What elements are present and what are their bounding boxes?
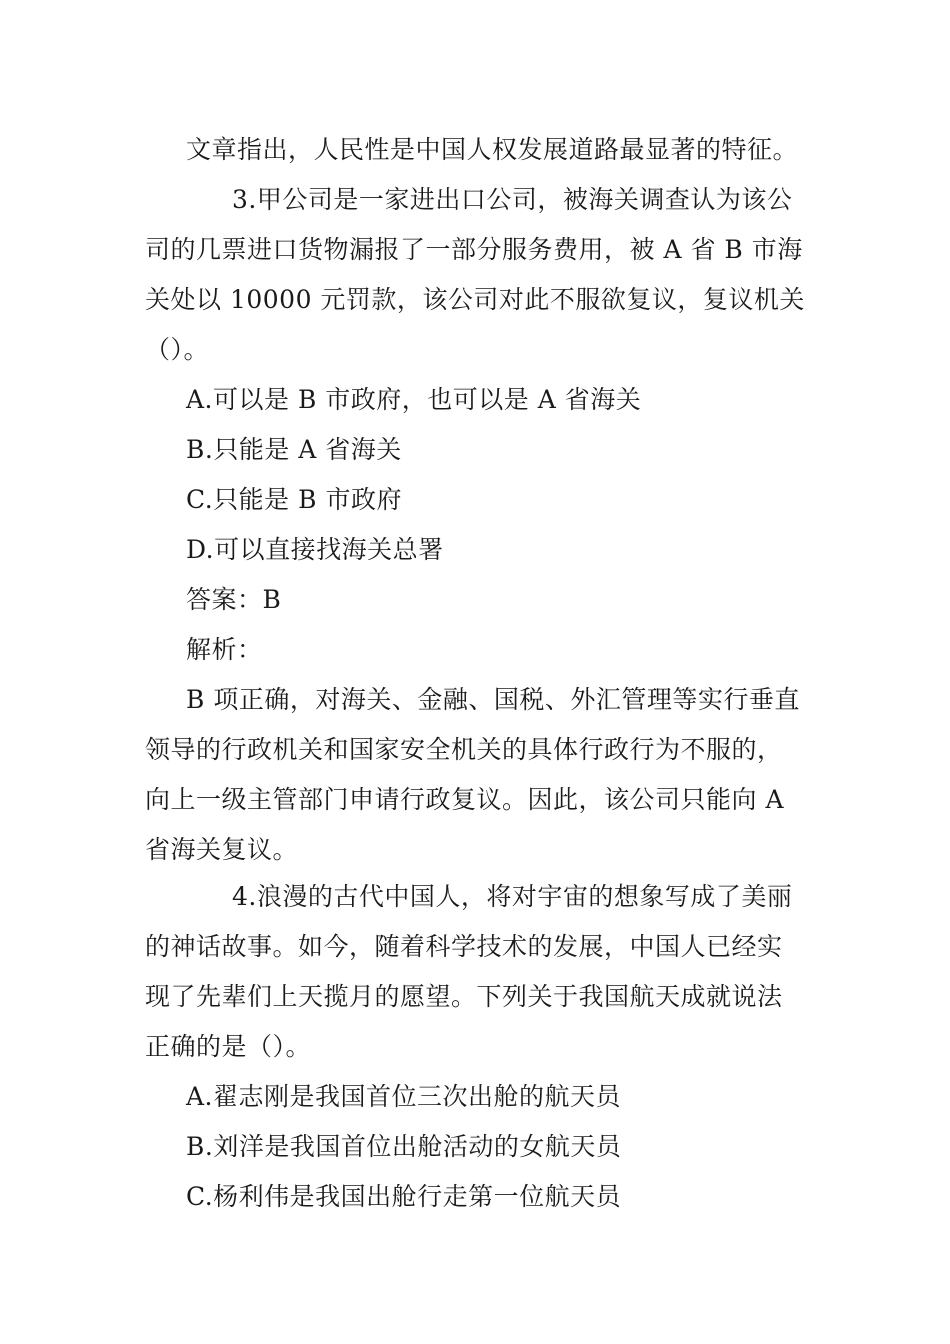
q4-stem-line-2: 的神话故事。如今，随着科学技术的发展，中国人已经实 xyxy=(145,932,783,961)
q3-stem-line-4: （）。 xyxy=(145,335,210,364)
q3-option-a: A.可以是 B 市政府，也可以是 A 省海关 xyxy=(186,385,642,414)
q3-answer: 答案：B xyxy=(186,585,282,614)
q4-option-a: A.翟志刚是我国首位三次出舱的航天员 xyxy=(186,1082,622,1111)
q4-option-b: B.刘洋是我国首位出舱活动的女航天员 xyxy=(186,1132,622,1161)
q4-stem-line-1: 4.浪漫的古代中国人，将对宇宙的想象写成了美丽 xyxy=(232,882,793,911)
q3-option-c: C.只能是 B 市政府 xyxy=(186,485,402,514)
q3-analysis-line-4: 省海关复议。 xyxy=(145,835,299,864)
q3-option-d: D.可以直接找海关总署 xyxy=(186,535,444,564)
q3-analysis-line-3: 向上一级主管部门申请行政复议。因此，该公司只能向 A xyxy=(145,785,785,814)
q4-stem-line-3: 现了先辈们上天揽月的愿望。下列关于我国航天成就说法 xyxy=(145,982,783,1011)
q3-option-b: B.只能是 A 省海关 xyxy=(186,435,402,464)
q3-analysis-label: 解析： xyxy=(186,635,263,664)
q3-stem-line-3: 关处以 10000 元罚款，该公司对此不服欲复议，复议机关 xyxy=(145,285,805,314)
q3-stem-line-2: 司的几票进口货物漏报了一部分服务费用，被 A 省 B 市海 xyxy=(145,235,803,264)
q3-analysis-line-2: 领导的行政机关和国家安全机关的具体行政行为不服的， xyxy=(145,735,783,764)
q4-option-c: C.杨利伟是我国出舱行走第一位航天员 xyxy=(186,1182,622,1211)
intro-text: 文章指出，人民性是中国人权发展道路最显著的特征。 xyxy=(186,135,799,164)
q3-analysis-line-1: B 项正确，对海关、金融、国税、外汇管理等实行垂直 xyxy=(186,685,800,714)
q3-stem-line-1: 3.甲公司是一家进出口公司，被海关调查认为该公 xyxy=(232,185,793,214)
q4-stem-line-4: 正确的是（）。 xyxy=(145,1032,312,1061)
